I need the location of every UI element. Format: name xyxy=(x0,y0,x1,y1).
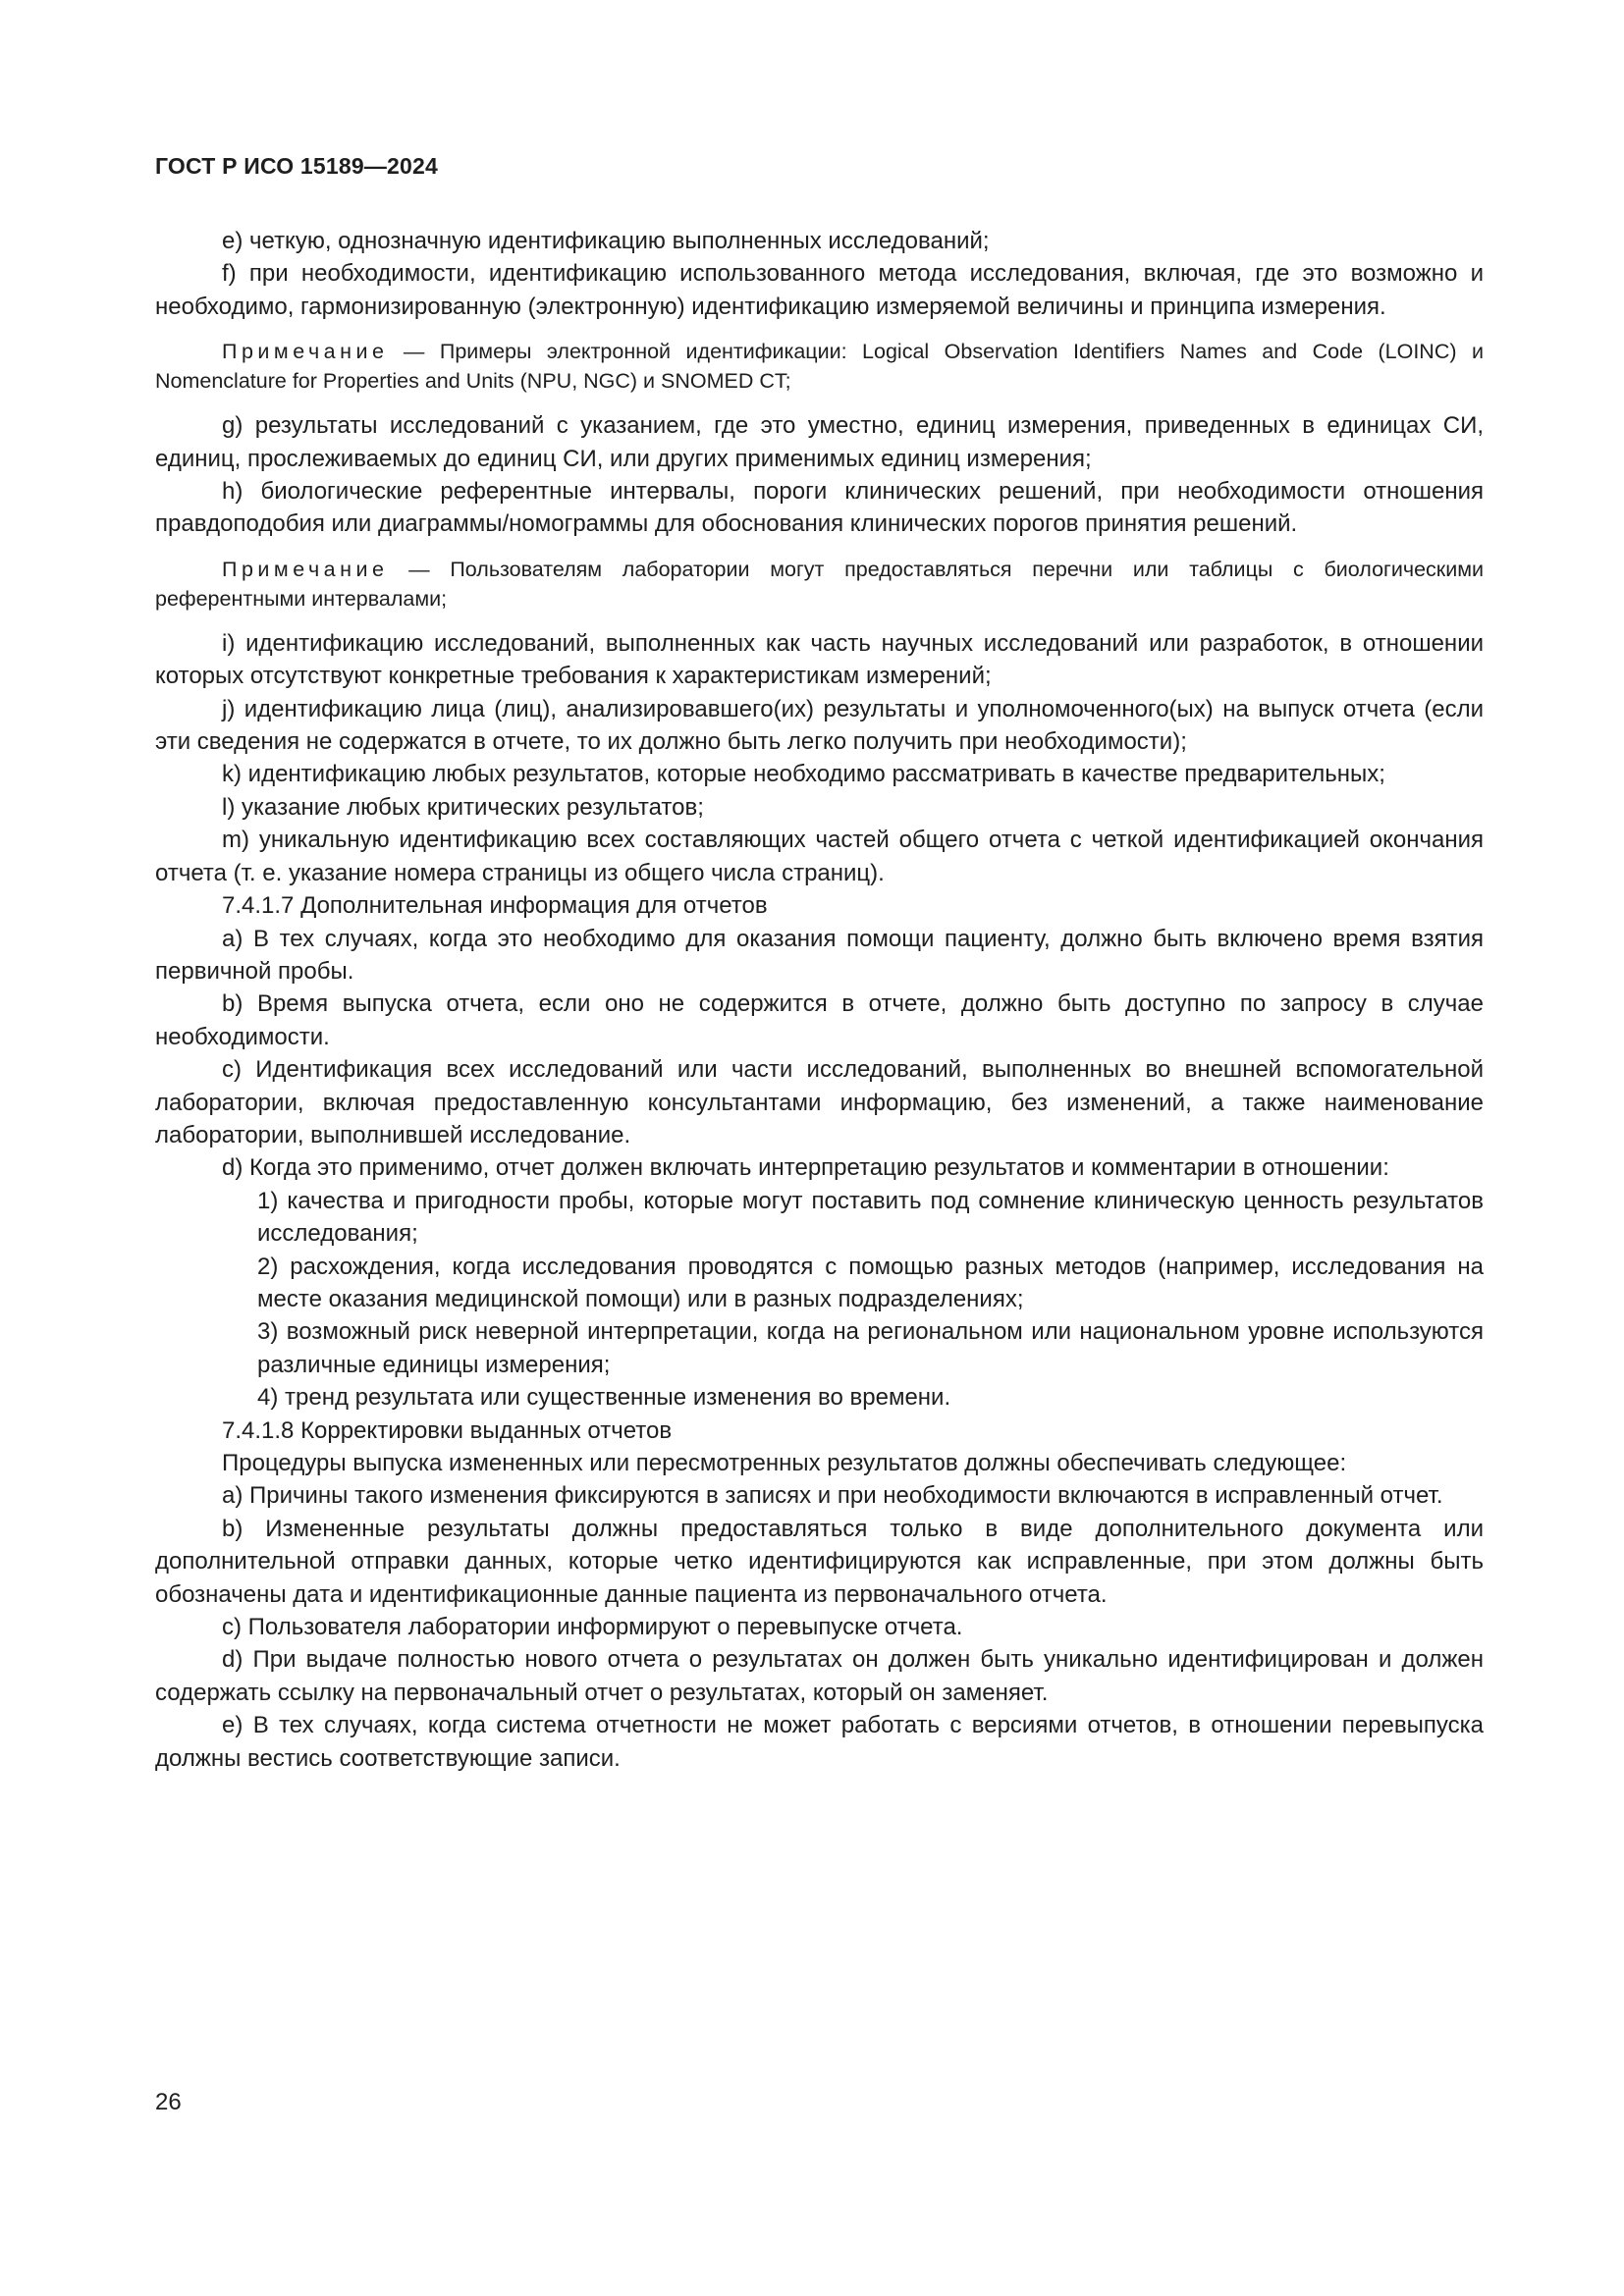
note-text: — Пользователям лаборатории могут предоставляться перечни или таблицы с биологическими референтными интервалами; xyxy=(155,557,1484,611)
paragraph: Процедуры выпуска измененных или пересмотренных результатов должны обеспечивать следующее: xyxy=(222,1450,1347,1476)
sub-item: 2) расхождения, когда исследования проводятся с помощью разных методов (например, исследования на месте оказания медицинской помощи) или в разных подразделениях; xyxy=(257,1253,1484,1312)
document-header: ГОСТ Р ИСО 15189—2024 xyxy=(155,153,439,179)
page-number: 26 xyxy=(155,2089,182,2115)
section-heading: 7.4.1.8 Корректировки выданных отчетов xyxy=(222,1416,673,1444)
paragraph: l) указание любых критических результатов; xyxy=(222,793,704,821)
note-label: Примечание xyxy=(222,340,389,364)
paragraph: e) В тех случаях, когда система отчетности не может работать с версиями отчетов, в отношении перевыпуска должны вестись соответствующие записи. xyxy=(155,1712,1484,1772)
paragraph: h) биологические референтные интервалы, пороги клинических решений, при необходимости отношения правдоподобия или диаграммы/номограммы для обоснования клинических порогов принятия решений. xyxy=(155,478,1484,538)
paragraph: g) результаты исследований с указанием, где это уместно, единиц измерения, приведенных в единицах СИ, единиц, прослеживаемых до единиц СИ, или других применимых единиц измерения; xyxy=(155,412,1484,472)
section-heading: 7.4.1.7 Дополнительная информация для отчетов xyxy=(222,892,768,920)
paragraph: f) при необходимости, идентификацию использованного метода исследования, включая, где это возможно и необходимо, гармонизированную (электронную) идентификацию измеряемой величины и принципа измерения. xyxy=(155,260,1484,320)
sub-item: 3) возможный риск неверной интерпретации, когда на региональном или национальном уровне используются различные единицы измерения; xyxy=(257,1318,1484,1378)
paragraph: b) Измененные результаты должны предоставляться только в виде дополнительного документа или дополнительной отправки данных, которые четко идентифицируются как исправленные, при этом должны быть обозначены дата и идентификационные данные пациента из первоначального отчета. xyxy=(155,1515,1484,1608)
note-label: Примечание xyxy=(222,557,389,581)
note xyxy=(155,555,1484,614)
paragraph: c) Идентификация всех исследований или части исследований, выполненных во внешней вспомогательной лаборатории, включая предоставленную консультантами информацию, без изменений, а также наименование лаборатории, выполнившей исследование. xyxy=(155,1056,1484,1148)
paragraph: j) идентификацию лица (лиц), анализировавшего(их) результаты и уполномоченного(ых) на выпуск отчета (если эти сведения не содержатся в отчете, то их должно быть легко получить при необходимости); xyxy=(155,695,1484,756)
document-body xyxy=(155,225,1484,1775)
paragraph: m) уникальную идентификацию всех составляющих частей общего отчета с четкой идентификацией окончания отчета (т. е. указание номера страницы из общего числа страниц). xyxy=(155,827,1484,886)
paragraph: e) четкую, однозначную идентификацию выполненных исследований; xyxy=(222,228,990,254)
paragraph: d) Когда это применимо, отчет должен включать интерпретацию результатов и комментарии в отношении: xyxy=(222,1154,1389,1182)
note-text: — Примеры электронной идентификации: Logical Observation Identifiers Names and Code (LOINC) и Nomenclature for Properties and Units (NPU, NGC) и SNOMED CT; xyxy=(155,340,1484,394)
paragraph: a) В тех случаях, когда это необходимо для оказания помощи пациенту, должно быть включено время взятия первичной пробы. xyxy=(155,925,1484,985)
paragraph: c) Пользователя лаборатории информируют о перевыпуске отчета. xyxy=(222,1614,963,1641)
sub-item: 4) тренд результата или существенные изменения во времени. xyxy=(257,1384,951,1412)
sub-item: 1) качества и пригодности пробы, которые могут поставить под сомнение клиническую ценность результатов исследования; xyxy=(257,1187,1484,1248)
paragraph: a) Причины такого изменения фиксируются в записях и при необходимости включаются в исправленный отчет. xyxy=(222,1482,1443,1510)
paragraph: b) Время выпуска отчета, если оно не содержится в отчете, должно быть доступно по запросу в случае необходимости. xyxy=(155,990,1484,1050)
paragraph: i) идентификацию исследований, выполненных как часть научных исследований или разработок, в отношении которых отсутствуют конкретные требования к характеристикам измерений; xyxy=(155,629,1484,690)
paragraph: k) идентификацию любых результатов, которые необходимо рассматривать в качестве предварительных; xyxy=(222,761,1385,788)
note xyxy=(155,337,1484,396)
paragraph: d) При выдаче полностью нового отчета о результатах он должен быть уникально идентифицирован и должен содержать ссылку на первоначальный отчет о результатах, который он заменяет. xyxy=(155,1646,1484,1706)
